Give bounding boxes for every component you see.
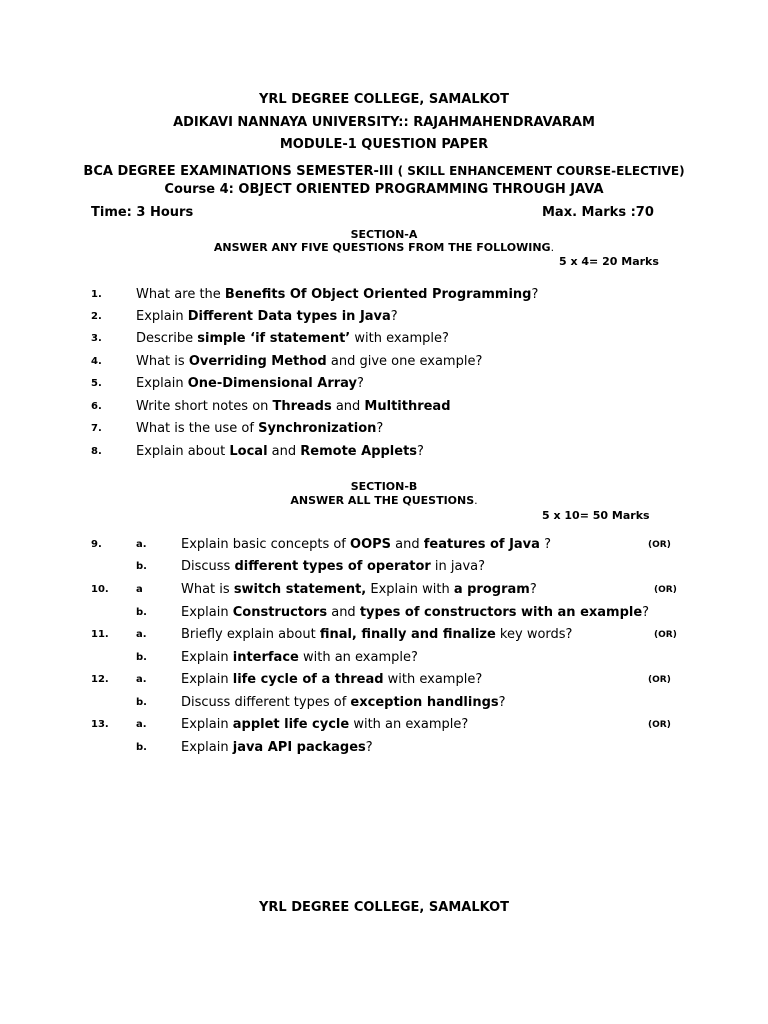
question-term: Multithread <box>364 399 451 414</box>
question-term: Threads <box>272 399 332 414</box>
question-text: Explain <box>181 650 233 665</box>
question-number: 12. <box>91 674 109 685</box>
or-label: (OR) <box>648 675 671 685</box>
question-subpart: b. <box>136 697 147 708</box>
question-item <box>136 287 538 302</box>
section-b-title: SECTION-B <box>350 480 418 493</box>
question-item <box>136 444 424 459</box>
question-text: ? <box>417 444 424 459</box>
question-term: Synchronization <box>258 421 377 436</box>
question-text: What are the <box>136 287 225 302</box>
question-text: Explain <box>181 717 233 732</box>
question-item <box>136 354 482 369</box>
question-text: Explain with <box>366 582 454 597</box>
question-item <box>181 740 373 755</box>
question-number: 10. <box>91 584 109 595</box>
question-text: ? <box>390 309 398 324</box>
question-term: different types of operator <box>234 559 431 574</box>
question-text: Briefly explain about <box>181 627 320 642</box>
question-subpart: a. <box>136 629 147 640</box>
question-item <box>181 627 572 642</box>
question-term: Local <box>229 444 268 459</box>
section-a-instruction: ANSWER ANY FIVE QUESTIONS FROM THE FOLLOWING <box>213 241 551 254</box>
or-label: (OR) <box>648 720 671 730</box>
question-item <box>181 717 468 732</box>
question-text: What is <box>136 354 189 369</box>
question-text: and <box>327 605 360 620</box>
question-subpart: b. <box>136 607 147 618</box>
question-term: Benefits Of Object Oriented Programming <box>224 287 532 302</box>
question-item <box>136 331 449 346</box>
paper-title: MODULE-1 QUESTION PAPER <box>279 137 489 152</box>
footer-college: YRL DEGREE COLLEGE, SAMALKOT <box>258 900 510 915</box>
question-text: with example? <box>350 331 449 346</box>
question-text: key words? <box>495 627 573 642</box>
question-term: life cycle of a thread <box>232 672 384 687</box>
time-label: Time: 3 Hours <box>91 205 194 220</box>
question-text: Write short notes on <box>136 399 273 414</box>
question-text: ? <box>529 582 537 597</box>
question-term: simple ‘if statement’ <box>197 331 351 346</box>
question-item <box>136 421 383 436</box>
question-text: Explain <box>136 309 188 324</box>
or-label: (OR) <box>648 540 671 550</box>
question-text: Explain <box>181 740 233 755</box>
question-term: Remote Applets <box>300 444 418 459</box>
question-text: ? <box>356 376 364 391</box>
question-subpart: a <box>136 584 143 595</box>
question-term: a program <box>453 582 530 597</box>
section-b-marks: 5 x 10= 50 Marks <box>542 509 650 522</box>
question-number: 5. <box>91 378 102 389</box>
question-item <box>181 672 482 687</box>
question-term: One-Dimensional Array <box>187 376 357 391</box>
question-subpart: a. <box>136 719 147 730</box>
or-label: (OR) <box>654 630 677 640</box>
question-number: 13. <box>91 719 109 730</box>
question-text: with an example? <box>349 717 469 732</box>
question-item <box>136 309 398 324</box>
question-text: and <box>267 444 301 459</box>
question-text: ? <box>376 421 384 436</box>
question-text: Explain <box>181 605 233 620</box>
question-term: OOPS <box>350 537 392 552</box>
question-number: 8. <box>91 446 102 457</box>
question-subpart: a. <box>136 674 147 685</box>
question-text: ? <box>365 740 373 755</box>
question-text: What is the use of <box>136 421 259 436</box>
question-item <box>181 695 506 710</box>
question-text: Explain <box>136 376 188 391</box>
section-a-instruction-line <box>0 241 768 254</box>
question-item <box>136 376 364 391</box>
question-term: Overriding Method <box>188 354 327 369</box>
section-b-instruction-end: . <box>474 494 478 507</box>
question-term: exception handlings <box>350 695 499 710</box>
question-term: types of constructors with an example <box>359 605 643 620</box>
question-item <box>181 582 537 597</box>
question-text: Discuss different types of <box>181 695 351 710</box>
question-item <box>181 605 649 620</box>
question-term: final, finally and finalize <box>319 627 496 642</box>
question-text: ? <box>642 605 650 620</box>
question-item <box>136 399 451 414</box>
course-title: Course 4: OBJECT ORIENTED PROGRAMMING THROUGH JAVA <box>164 182 604 197</box>
question-text: Discuss <box>181 559 235 574</box>
question-number: 6. <box>91 401 102 412</box>
question-text: Explain <box>181 672 233 687</box>
section-b-instruction-line <box>0 494 768 507</box>
question-term: java API packages <box>232 740 366 755</box>
or-label: (OR) <box>654 585 677 595</box>
question-number: 11. <box>91 629 109 640</box>
max-marks-label: Max. Marks :70 <box>542 205 654 220</box>
section-b-instruction: ANSWER ALL THE QUESTIONS <box>290 494 475 507</box>
question-text: ? <box>531 287 539 302</box>
question-term: switch statement, <box>233 582 367 597</box>
question-text: in java? <box>430 559 486 574</box>
section-a-marks: 5 x 4= 20 Marks <box>559 255 659 268</box>
question-number: 3. <box>91 333 102 344</box>
exam-title-paren: ( SKILL ENHANCEMENT COURSE-ELECTIVE) <box>393 164 685 178</box>
question-term: features of Java <box>423 537 540 552</box>
question-subpart: b. <box>136 652 147 663</box>
question-text: and <box>391 537 424 552</box>
question-text: Describe <box>136 331 198 346</box>
question-term: applet life cycle <box>232 717 350 732</box>
exam-title-main: BCA DEGREE EXAMINATIONS SEMESTER-III <box>83 164 394 179</box>
question-subpart: b. <box>136 561 147 572</box>
question-term: Different Data types in Java <box>187 309 391 324</box>
question-item <box>181 559 485 574</box>
question-text: with an example? <box>298 650 418 665</box>
question-number: 2. <box>91 311 102 322</box>
question-text: Explain basic concepts of <box>181 537 351 552</box>
college-title: YRL DEGREE COLLEGE, SAMALKOT <box>258 92 510 107</box>
question-number: 9. <box>91 539 102 550</box>
question-text: What is <box>181 582 234 597</box>
question-term: Constructors <box>232 605 328 620</box>
question-text: Explain about <box>136 444 230 459</box>
question-number: 7. <box>91 423 102 434</box>
question-text: ? <box>498 695 506 710</box>
university-title: ADIKAVI NANNAYA UNIVERSITY:: RAJAHMAHENDRAVARAM <box>173 115 595 130</box>
question-item <box>181 650 418 665</box>
question-text: ? <box>539 537 551 552</box>
question-text: and <box>331 399 365 414</box>
question-text: and give one example? <box>326 354 483 369</box>
exam-title <box>0 160 768 179</box>
question-subpart: b. <box>136 742 147 753</box>
question-item <box>181 537 551 552</box>
section-a-instruction-end: . <box>550 241 555 254</box>
question-text: with example? <box>383 672 483 687</box>
question-subpart: a. <box>136 539 147 550</box>
question-number: 4. <box>91 356 102 367</box>
question-term: interface <box>232 650 299 665</box>
question-number: 1. <box>91 289 102 300</box>
section-a-title: SECTION-A <box>350 228 418 241</box>
